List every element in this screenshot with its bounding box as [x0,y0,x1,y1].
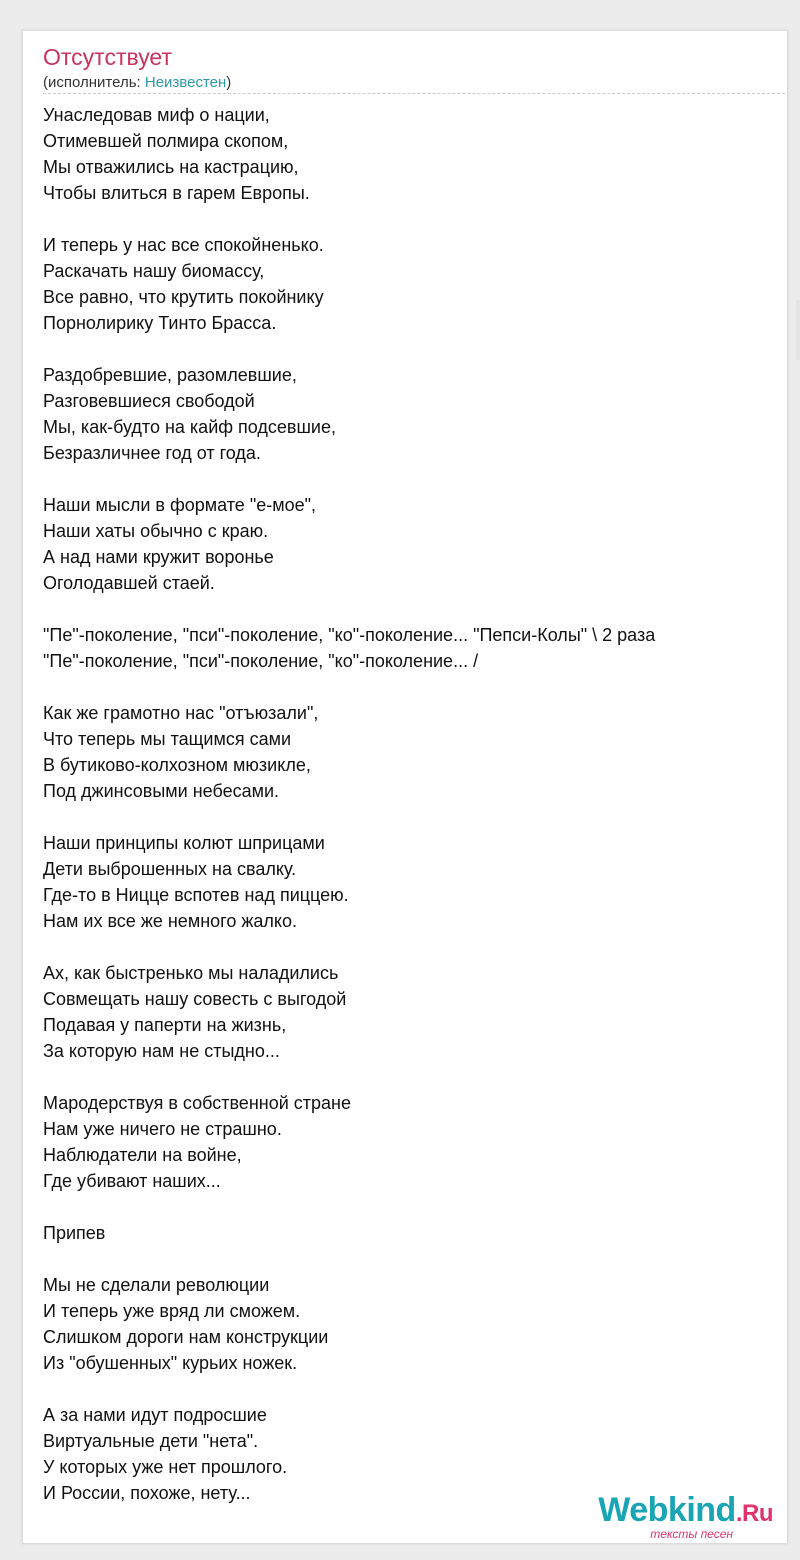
stanza-gap [43,804,783,830]
scrollbar-thumb[interactable] [796,300,800,360]
artist-prefix: (исполнитель: [43,74,145,91]
stanza-gap [43,1246,783,1272]
lyric-line: Где-то в Ницце вспотев над пиццею. [43,885,349,905]
watermark-brand: Webkind [598,1491,736,1529]
stanza-gap [43,1376,783,1402]
watermark-tld: .Ru [735,1500,773,1527]
lyrics-card [22,30,788,1544]
lyric-line: Мародерствуя в собственной стране [43,1093,351,1113]
lyric-line: За которую нам не стыдно... [43,1041,280,1061]
lyric-line: И теперь у нас все спокойненько. [43,235,324,255]
artist-link[interactable]: Неизвестен [144,74,227,91]
lyric-line: Мы отважились на кастрацию, [43,157,299,177]
lyric-line: Унаследовав миф о нации, [43,105,270,125]
lyric-line: Наши принципы колют шприцами [43,833,325,853]
lyric-line: Дети выброшенных на свалку. [43,859,297,879]
lyric-line: В бутиково-колхозном мюзикле, [43,755,311,775]
stanza-gap [43,336,783,362]
lyric-line: "Пе"-поколение, "пси"-поколение, "ко"-поколение... / [43,651,479,671]
lyric-line: Отимевшей полмира скопом, [43,131,289,151]
stanza-gap [43,674,783,700]
artist-line [43,73,231,93]
lyric-line: Чтобы влиться в гарем Европы. [43,183,310,203]
lyric-line: Наблюдатели на войне, [43,1145,242,1165]
stanza-gap [43,206,783,232]
lyric-line: Припев [43,1223,106,1243]
lyric-line: Мы не сделали революции [43,1275,270,1295]
lyrics-text [43,102,783,1506]
lyric-line: Нам их все же немного жалко. [43,911,297,931]
lyric-line: Совмещать нашу совесть с выгодой [43,989,347,1009]
lyric-line: Что теперь мы тащимся сами [43,729,292,749]
title-divider [43,93,785,94]
lyric-line: Ах, как быстренько мы наладились [43,963,339,983]
lyric-line: Нам уже ничего не страшно. [43,1119,282,1139]
stanza-gap [43,1064,783,1090]
lyric-line: А над нами кружит воронье [43,547,274,567]
lyric-line: Безразличнее год от года. [43,443,261,463]
lyric-line: Все равно, что крутить покойнику [43,287,324,307]
lyric-line: Раскачать нашу биомассу, [43,261,265,281]
stanza-gap [43,1194,783,1220]
lyric-line: Из "обушенных" курьих ножек. [43,1353,298,1373]
lyric-line: "Пе"-поколение, "пси"-поколение, "ко"-поколение... "Пепси-Колы" \ 2 раза [43,625,656,645]
artist-suffix: ) [226,74,232,91]
watermark-logo [598,1493,773,1531]
lyric-line: А за нами идут подросшие [43,1405,267,1425]
watermark-tagline: тексты песен [650,1527,733,1541]
lyric-line: Виртуальные дети "нета". [43,1431,259,1451]
lyric-line: Как же грамотно нас "отъюзали", [43,703,319,723]
lyric-line: Где убивают наших... [43,1171,221,1191]
lyric-line: Разговевшиеся свободой [43,391,255,411]
lyric-line: Оголодавшей стаей. [43,573,215,593]
lyric-line: Наши мысли в формате "е-мое", [43,495,316,515]
lyric-line: Мы, как-будто на кайф подсевшие, [43,417,337,437]
site-watermark [598,1493,773,1541]
song-title: Отсутствует [43,44,172,70]
lyric-line: У которых уже нет прошлого. [43,1457,288,1477]
stanza-gap [43,596,783,622]
stanza-gap [43,466,783,492]
stanza-gap [43,934,783,960]
lyric-line: Под джинсовыми небесами. [43,781,280,801]
lyric-line: Наши хаты обычно с краю. [43,521,269,541]
lyric-line: Подавая у паперти на жизнь, [43,1015,287,1035]
lyric-line: Слишком дороги нам конструкции [43,1327,329,1347]
lyric-line: И России, похоже, нету... [43,1483,251,1503]
lyric-line: Раздобревшие, разомлевшие, [43,365,297,385]
lyric-line: И теперь уже вряд ли сможем. [43,1301,301,1321]
lyric-line: Порнолирику Тинто Брасса. [43,313,277,333]
